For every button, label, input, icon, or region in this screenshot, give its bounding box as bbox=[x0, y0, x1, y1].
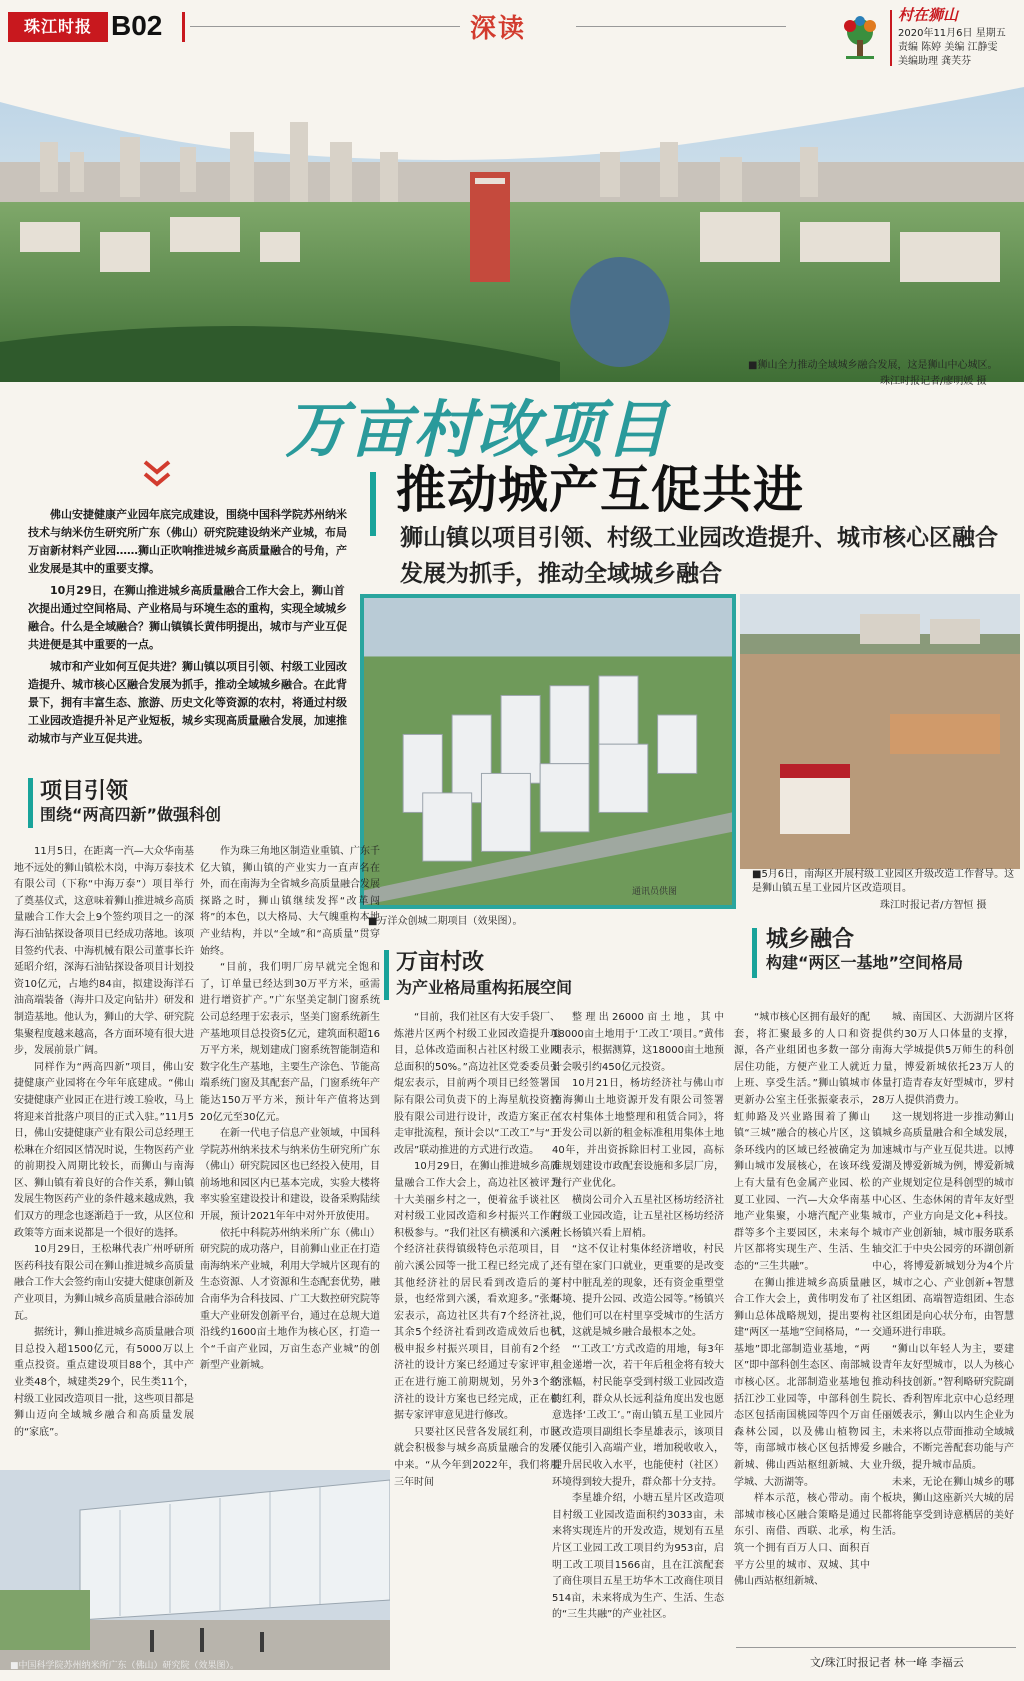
section1-bar bbox=[28, 778, 33, 828]
page-number: B02 bbox=[111, 10, 163, 41]
photo2-credit: 通讯员供图 bbox=[632, 887, 678, 897]
section3-title: 城乡融合 bbox=[766, 926, 855, 952]
photo3-credit: 珠江时报记者/方智恒 摄 bbox=[880, 900, 987, 911]
body-paragraph: 城、南国区、大沥湖片区将提供约30万人口体量的支撑，南海大学城提供5万师生的科创力量，博爱新城依托23万人的体量打造青春友好型城市，罗村28万人提供消费力。 bbox=[872, 1012, 1014, 1106]
main-headline: 推动城产互促共进 bbox=[396, 461, 804, 519]
editors-assistant-line: 美编助理 龚芙芬 bbox=[898, 56, 972, 67]
hero-caption: ■狮山全力推动全域城乡融合发展，这是狮山中心城区。 bbox=[748, 360, 998, 371]
masthead-rule-right bbox=[576, 26, 786, 27]
kicker-title: 万亩村改项目 bbox=[285, 393, 670, 466]
body-paragraph: “这不仅让村集体经济增收，村民还有望在家门口就业，更重要的是改变了村中脏乱差的现象，还有资金重塑堂环境、提升公园、改造公园等。”杨镇兴说，他们可以在村里享受城市的生活方式，这就是城乡融合最根本之处。 bbox=[552, 1244, 724, 1339]
section3-bar bbox=[752, 928, 757, 978]
body-paragraph: “目前，我们明厂房早就完全饱和了，订单量已经达到30万平方米，亟需进行增资扩产。”广东坚美定制门窗系统公司总经理于宏表示，坚美门窗系统新生产基地项目总投资5亿元，建筑面积超16万平方米，规划建成门窗系统智能制造和数字化生产基地，主要生产涂色、节能高端系统门窗及其配套产品，门窗系统年产能达150万平方米，预计年产值将达到20亿元至30亿元。 bbox=[200, 962, 380, 1123]
body-paragraph: “狮山以年轻人为主，要建设青年友好型城市，以人为核心推动科技创新。”智利略研究院副院长、香利智库北京中心总经理任丽媛表示，狮山以内生企业为主，未来将以点带面推动全域城乡融合，不断完善配套功能与产业升级，提升城市品质。 bbox=[872, 1343, 1014, 1472]
brand-title: 村在狮山 bbox=[898, 6, 959, 24]
body-paragraph: 样本示范，核心带动。南部城市核心区融合策略是通过东引、南借、西联、北承，构筑一个拥有百万人口、面积百平方公里的城市、双城、其中佛山西站枢纽新城、 bbox=[734, 1493, 870, 1588]
lead-paragraph: 城市和产业如何互促共进？狮山镇以项目引领、村级工业园改造提升、城市核心区融合发展为抓手，推动全域城乡融合。在此背景下，拥有丰富生态、旅游、历史文化等资源的农村，将通过村级工业园改造提升补足产业短板，城乡实现高质量融合发展，加速推动城市与产业互促共进。 bbox=[28, 660, 347, 745]
hero-credit: 珠江时报记者/廖明媛 摄 bbox=[880, 376, 987, 387]
body-paragraph: 11月5日，在距离一汽—大众华南基地不远处的狮山镇松木岗，中海万泰技术有限公司（下称“中海万泰”）项目举行了奠基仪式，这意味着狮山推进城乡高质量融合工作大会上9个签约项目之一的深海石油钻探设备项目已经成功落地。该项目签约代表、中海机械有限公司董事长许延昭介绍，深海石油钻探设备项目计划投资10亿元，占地约84亩，拟建设海洋石油高端装备（海井口及定向钻井）研发和制造基地。他认为，狮山的大学、研究院集聚程度越来越高，各方面环境有很大进步，发展前景广阔。 bbox=[14, 846, 194, 1057]
section2-deck: 为产业格局重构拓展空间 bbox=[396, 978, 573, 997]
tree-emblem-icon bbox=[840, 16, 880, 60]
body-paragraph: 依托中科院苏州纳米所广东（佛山）研究院的成功落户，目前狮山业正在打造南海纳米产业城，利用大学城片区现有的生态资源、人才资源和生态配套优势，融合南华为合科技园、广工大数控研究院等重大产业研发创新平台，通过在总规大道沿线约1600亩土地作为核心区，打造一个“千亩产业园，万亩生态产业城”的创新型产业新城。 bbox=[200, 1227, 380, 1372]
byline-rule bbox=[736, 1647, 1016, 1648]
section2-title: 万亩村改 bbox=[396, 949, 485, 975]
section3-deck: 构建“两区一基地”空间格局 bbox=[766, 953, 964, 972]
body-paragraph: 未来，无论在狮山城乡的哪个板块，狮山这座新兴大城的居民都将能享受到诗意栖居的美好生活。 bbox=[872, 1476, 1014, 1538]
section-label: 深读 bbox=[470, 14, 527, 44]
lead-paragraph: 10月29日，在狮山推进城乡高质量融合工作大会上，狮山首次提出通过空间格局、产业格局与环境生态的重构，实现全域城乡融合。什么是全域融合？狮山镇镇长黄伟明提出，城市与产业互促共进便是其中重要的一点。 bbox=[28, 584, 347, 651]
body-paragraph: 同样作为“两高四新”项目，佛山安捷健康产业园将在今年年底建成。“佛山安捷健康产业园正在进行竣工验收，马上将迎来首批落户项目的正式入驻。”11月5日，佛山安捷健康产业有限公司总经理王松琳在介绍园区情况时说，生物医药产业的前期投入周期比较长，而狮山与南海区、狮山镇有着良好的合作关系，狮山镇发展生物医药产业的条件越来越成熟，我们双方的理念也逐渐趋于一致，从区位和政策等方面来说都是一个很好的选择。 bbox=[14, 1061, 194, 1239]
photo3-caption: ■5月6日，南海区开展村级工业园区升级改造工作督导。这是狮山镇五星工业园片区改造项目。 bbox=[752, 869, 1015, 894]
section3-column-1 bbox=[734, 1010, 870, 1640]
industrial-park-rendering bbox=[360, 594, 736, 909]
editors-line: 责编 陈婷 美编 江静雯 bbox=[898, 42, 998, 53]
section3-column-2 bbox=[872, 1010, 1014, 1640]
body-paragraph: 这一规划将进一步推动狮山镇城乡高质量融合和全域发展，加速城市与产业互促共进。以博爱湖及博爱新城为例，博爱新城的产业规划定位是科创型的城市中心区、生态休闲的青年友好型城市，产业方向是文化+科技。城市产业创新轴，城市服务联系轴交汇于中央公园旁的环湖创新中心，将博爱新城划分为4个片区，城市之心、产业创新+智慧社区组团、高端智造组团、生态社区组团是向心状分布，由智慧交通环进行串联。 bbox=[872, 1111, 1014, 1339]
construction-site-photo bbox=[740, 594, 1020, 869]
body-paragraph: “‘工改工’方式改造的用地，每3年租金递增一次，若干年后租金将有较大的涨幅，村民能享受到村级工业园改造的红利，群众从长远利益角度出发也愿意选择‘工改工’。”南山镇五星工业园片区改造项目副组长李星雄表示，该项目不仅能引入高端产业，增加税收收入，提升居民收入水平，也能使村（社区）环境得到较大提升，群众都十分支持。 bbox=[552, 1343, 724, 1488]
body-paragraph: 作为珠三角地区制造业重镇、广东千亿大镇，狮山镇的产业实力一直声名在外，而在南海为全省城乡高质量融合发展探路之时，狮山镇继续发挥“改革闯将”的本色，以大格局、大气魄重构本地产业结构，并以“全域”和“高质量”贯穿始终。 bbox=[200, 846, 380, 957]
section2-column-1 bbox=[394, 1010, 560, 1658]
body-paragraph: “目前，我们社区有大安手袋厂、炼港片区两个村级工业园改造提升项目，总体改造面积占社区村级工业园总面积的50%。”高边社区党委委员张焜宏表示，目前两个项目已经签署国际有限公司负责下的上海星航投资控股有限公司进行设计，改造方案正在走审批流程，预计会以“工改工”与“工改居”联动推进的方式进行改造。 bbox=[394, 1012, 560, 1156]
research-institute-rendering bbox=[0, 1470, 390, 1670]
section1-column-2 bbox=[200, 844, 380, 1476]
masthead-divider bbox=[182, 12, 185, 42]
section2-bar bbox=[384, 950, 389, 1000]
issue-date: 2020年11月6日 星期五 bbox=[898, 28, 1006, 39]
section1-column-1 bbox=[14, 844, 194, 1540]
photo2-caption: ■万洋众创城二期项目（效果图）。 bbox=[368, 916, 523, 927]
brand-divider bbox=[890, 10, 892, 66]
photo4-caption: ■中国科学院苏州纳米所广东（佛山）研究院（效果图）。 bbox=[10, 1661, 240, 1671]
section1-title: 项目引领 bbox=[40, 778, 129, 804]
section1-deck: 围绕“两高四新”做强科创 bbox=[40, 805, 222, 824]
body-paragraph: 10月29日，王松琳代表广州呼研所医药科技有限公司在狮山推进城乡高质量融合工作大会签约南山安捷大健康创新及产业项目，为狮山城乡高质量融合添砖加瓦。 bbox=[14, 1244, 194, 1322]
body-paragraph: “城市核心区拥有最好的配套，将汇聚最多的人口和资源，各产业组团也多数一部分居住功能，方便产业工人就近上班、享受生活。”狮山镇城市更新办公室主任张振豪表示，虹帅路及兴业路围着了狮山镇“三城”融合的核心片区，这条环线内的区域已经被确定为狮山城市发展核心，在该环线上有大量有色金属产业园、松夏工业园、一汽—大众华南基地产业集聚，小塘汽配产业集群等多个主要园区，未来每个片区都将实现生产、生活、生态的“三生共融”。 bbox=[734, 1012, 870, 1272]
section2-column-2 bbox=[552, 1010, 724, 1658]
chevron-down-icon bbox=[143, 460, 171, 490]
hero-photo-city-aerial bbox=[0, 82, 1024, 382]
masthead-rule-left bbox=[190, 26, 460, 27]
body-paragraph: 李星雄介绍，小塘五星片区改造项目村级工业园改造面积约3033亩，未来将实现连片的开发改造，规划有五星片区工业园工改工项目约为953亩，启明工改工项目1566亩，且在江滨配套了商住项目五星王坊华木工改商住项目514亩，未来将成为生产、生活、生态的“三生共融”的产业社区。 bbox=[552, 1493, 724, 1621]
byline: 文/珠江时报记者 林一峰 李福云 bbox=[810, 1656, 964, 1669]
paper-logo: 珠江时报 bbox=[8, 12, 108, 42]
masthead bbox=[0, 0, 1024, 80]
body-paragraph: 10月21日，杨坊经济社与佛山市南海狮山土地资源开发有限公司签署《农村集体土地整理和租赁合同》，将开发公司以新的租金标准租用集体土地40年，并出资拆除旧村工业园，高标准规划建设市政配套设施和多层厂房，进行产业优化。 bbox=[552, 1078, 724, 1189]
body-paragraph: 在新一代电子信息产业领域，中国科学院苏州纳米技术与纳米仿生研究所广东（佛山）研究院园区也已经投入使用，目前场地和园区内已基本完成，实验大楼将率实验室建设投计和建设，设备采购陆续开展，预计2021年年中对外开放使用。 bbox=[200, 1128, 380, 1223]
headline-deck: 狮山镇以项目引领、村级工业园改造提升、城市核心区融合发展为抓手，推动全域城乡融合 bbox=[400, 525, 998, 587]
body-paragraph: 只要社区民营各发展红利，市民就会积极参与城乡高质量融合的发展中来。“从今年到2022年，我们将用三年时间 bbox=[394, 1426, 560, 1488]
headline-bar bbox=[370, 472, 376, 536]
lead-paragraphs bbox=[28, 506, 348, 752]
body-paragraph: 据统计，狮山推进城乡高质量融合项目总投入超1500亿元，有5000万以上重点投资。重点建设项目88个，其中产业类48个，城建类29个，民生类11个，村级工业园改造项目一批，这些项目都是狮山迈向全域城乡融合和高质量发展的“家底”。 bbox=[14, 1327, 194, 1438]
body-paragraph: 整理出26000亩土地，其中18000亩土地用于‘工改工’项目。”黄伟明表示，根据测算，这18000亩土地预计会吸引约450亿元投资。 bbox=[552, 1012, 724, 1073]
lead-paragraph: 佛山安捷健康产业园年底完成建设，围绕中国科学院苏州纳米技术与纳米仿生研究所广东（佛山）研究院建设纳米产业城，布局万亩新材料产业园……狮山正吹响推进城乡高质量融合的号角，产业发展是其中的重要支撑。 bbox=[28, 508, 347, 575]
body-paragraph: 10月29日，在狮山推进城乡高质量融合工作大会上，高边社区被评为十大美丽乡村之一，便着盆手谈社区对村级工业园改造和乡村振兴工作的积极参与。“我们社区有横溪和六溪两个经济社获得镇级特色示范项目，目前六溪公园等一批工程已经完成了，其他经济社的居民看到改造后的美景，也经常到六溪，看欢迎多。”张焜宏表示，高边社区共有7个经济社，其余5个经济社看到改造成效后也积极申报乡村振兴项目，目前有2个经济社的设计方案已经通过专家评审，正在进行施工前期规划，另外3个经济社的设计方案也已经完成，正在根据专家评审意见进行修改。 bbox=[394, 1161, 560, 1422]
body-paragraph: 横岗公司介入五星社区杨坊经济社村级工业园改造，让五星社区杨坊经济社长杨镇兴看上眉梢。 bbox=[552, 1194, 724, 1239]
body-paragraph: 在狮山推进城乡高质量融合工作大会上，黄伟明发布了狮山总体战略规划，提出要构建“两区一基地”空间格局，“一基地”即北部制造业基地，“两区”即中部科创生态区、南部城市核心区。北部制造业基地包括江沙工业园等，中部科创生态区包括南国桃园等四个万亩森林公园，以及佛山植物园等，南部城市核心区包括博爱新城、佛山西站枢纽新城、大学城、大沥湖等。 bbox=[734, 1277, 870, 1488]
